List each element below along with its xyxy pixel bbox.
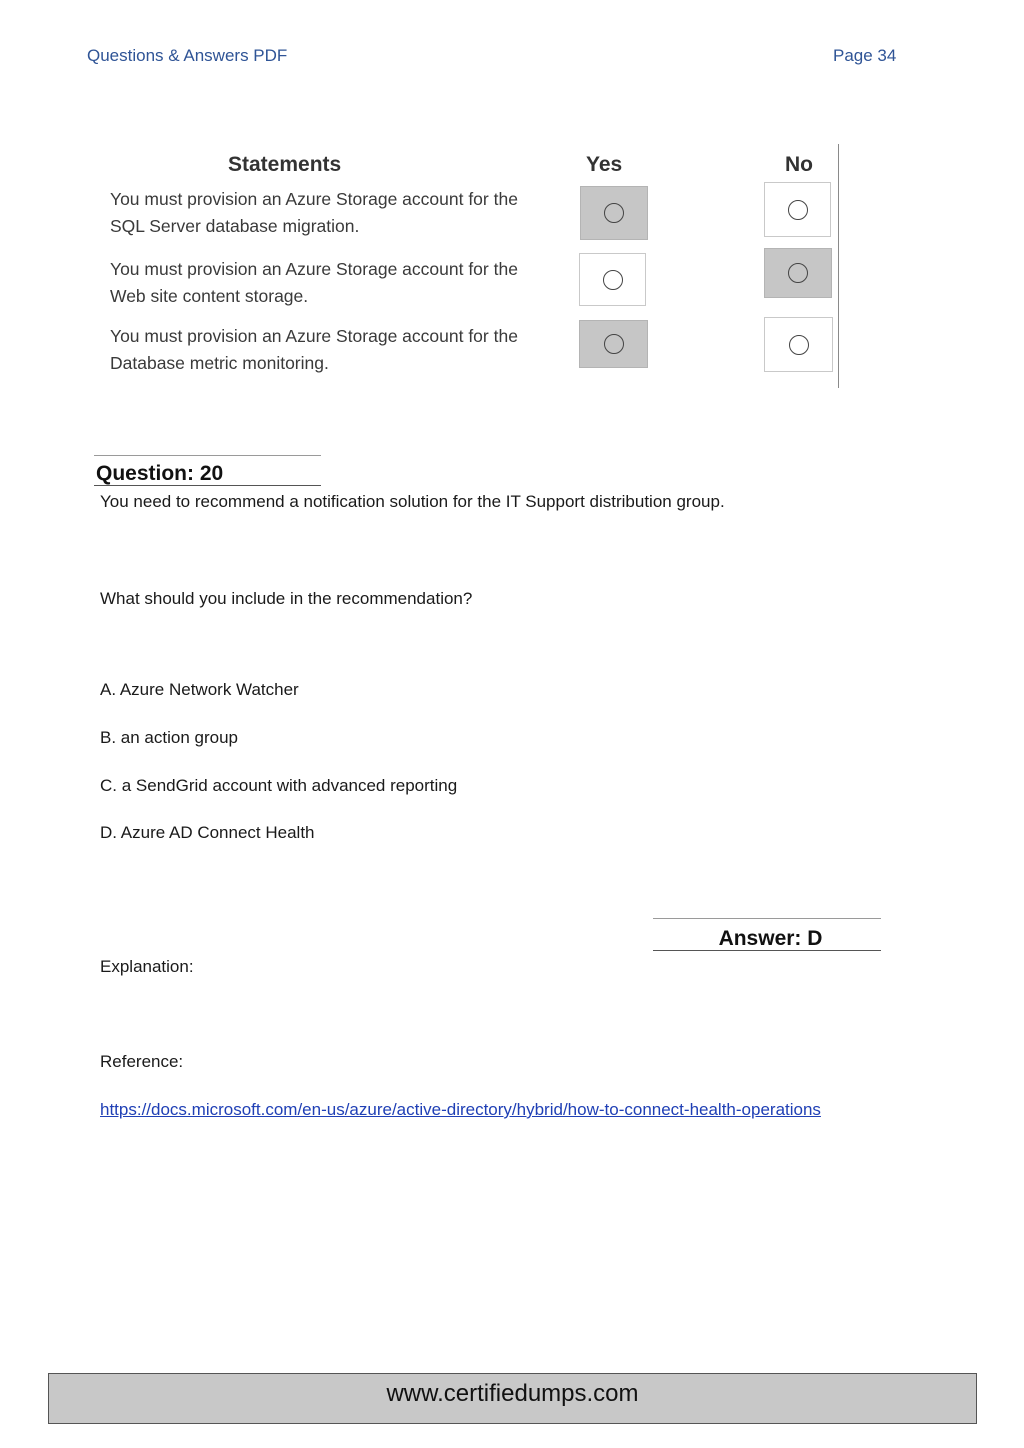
page-number: Page 34	[833, 46, 897, 65]
question-stem: You need to recommend a notification solution for the IT Support distribution group.	[100, 492, 725, 511]
footer-banner	[48, 1373, 977, 1424]
statement-3-no-radio[interactable]	[764, 317, 833, 372]
answer-rule-top	[653, 918, 881, 919]
statement-1-line-1: You must provision an Azure Storage account for the	[110, 189, 518, 209]
radio-circle-icon	[789, 335, 809, 355]
statement-2	[110, 256, 560, 310]
radio-circle-icon	[604, 203, 624, 223]
answer-rule-bottom	[653, 950, 881, 951]
no-column-header: No	[785, 153, 813, 176]
option-c: C. a SendGrid account with advanced reporting	[100, 776, 458, 795]
statement-1	[110, 186, 560, 240]
question-rule-bottom	[94, 485, 321, 486]
statement-3-line-2: Database metric monitoring.	[110, 353, 329, 373]
statement-1-yes-radio[interactable]	[580, 186, 648, 240]
header-title: Questions & Answers PDF	[87, 46, 288, 65]
statement-3-line-1: You must provision an Azure Storage account for the	[110, 326, 518, 346]
radio-circle-icon	[603, 270, 623, 290]
radio-circle-icon	[788, 200, 808, 220]
footer-site-link[interactable]: www.certifiedumps.com	[386, 1380, 639, 1407]
explanation-label: Explanation:	[100, 957, 194, 976]
statement-2-no-radio[interactable]	[764, 248, 832, 298]
reference-label: Reference:	[100, 1052, 184, 1071]
statement-2-yes-radio[interactable]	[579, 253, 646, 306]
radio-circle-icon	[604, 334, 624, 354]
option-d: D. Azure AD Connect Health	[100, 823, 315, 842]
statement-1-line-2: SQL Server database migration.	[110, 216, 360, 236]
answer-title: Answer: D	[718, 927, 823, 950]
question-title: Question: 20	[96, 462, 224, 485]
statement-1-no-radio[interactable]	[764, 182, 831, 237]
question-rule-top	[94, 455, 321, 456]
reference-link[interactable]: https://docs.microsoft.com/en-us/azure/active-directory/hybrid/how-to-connect-health-operations	[100, 1100, 821, 1119]
statement-3	[110, 323, 560, 377]
statement-2-line-1: You must provision an Azure Storage account for the	[110, 259, 518, 279]
yes-column-header: Yes	[586, 153, 623, 176]
question-ask: What should you include in the recommendation?	[100, 589, 473, 608]
statements-column-header: Statements	[228, 153, 342, 176]
option-b: B. an action group	[100, 728, 238, 747]
radio-circle-icon	[788, 263, 808, 283]
option-a: A. Azure Network Watcher	[100, 680, 299, 699]
answer-area-image	[104, 144, 839, 388]
statement-2-line-2: Web site content storage.	[110, 286, 309, 306]
statement-3-yes-radio[interactable]	[579, 320, 648, 368]
